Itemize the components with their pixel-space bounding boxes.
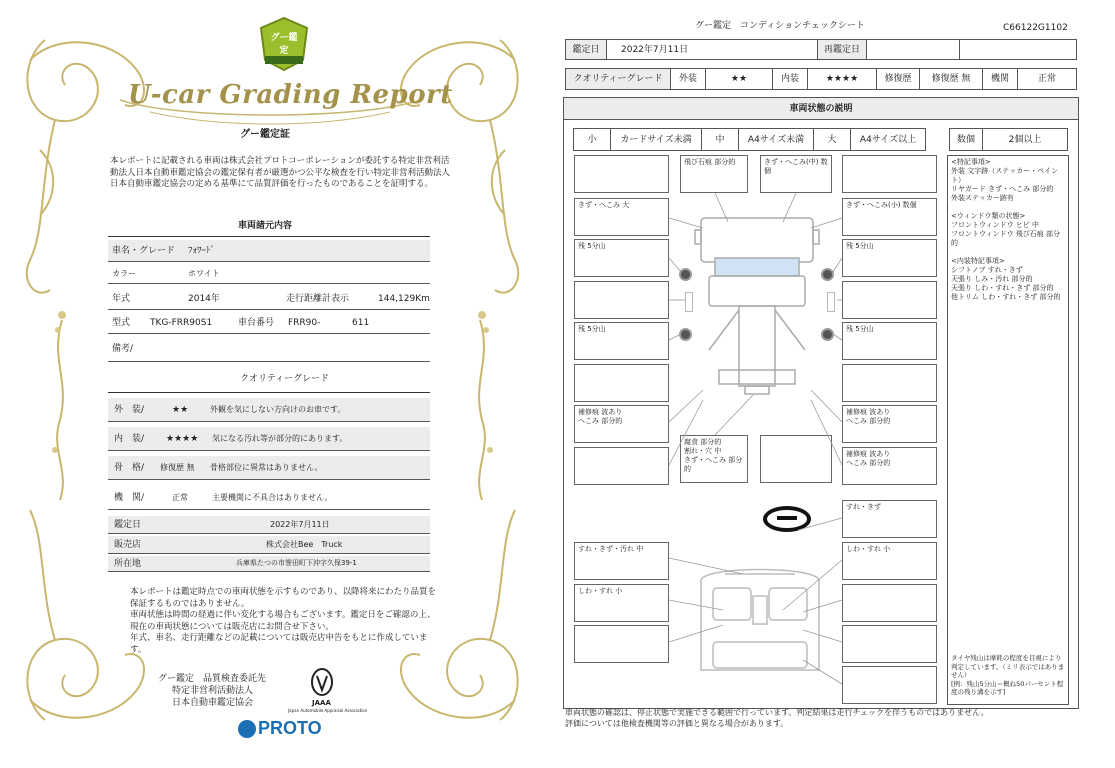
note-line: フロントウィンドウ ヒビ 中 — [951, 221, 1040, 229]
org-line-1: グー鑑定 品質検査委託先 — [158, 674, 267, 684]
chassis-number: 611 — [352, 318, 370, 328]
note-line: リヤガード きず・へこみ 部分的 — [951, 185, 1054, 193]
shop-value: 株式会社Bee Truck — [266, 540, 343, 549]
divider — [108, 236, 430, 237]
note-line: <ウィンドウ類の状態> — [951, 212, 1026, 220]
frame-desc: 骨格部位に異常はありません。 — [210, 463, 323, 472]
frame-value: 修復歴 無 — [160, 463, 195, 472]
qg-label: クオリティーグレード — [573, 74, 663, 84]
proto-logo-text: PROTO — [258, 718, 322, 738]
certificate-title: グー鑑定証 — [240, 129, 290, 140]
disclaimer-text: 本レポートは鑑定時点での車両状態を示すものであり、以降将来にわたり品質を保証するものではありません。 車両状態は時間の経過に伴い変化する場合もございます。鑑定日をご確認の上、現在の車両状態については販売店にお問合せ下さい。 年式、車名、走行距離などの記載については販売店申告をもとに作成しています。 — [130, 587, 437, 655]
spec-row-year — [108, 288, 430, 310]
jaaa-label: JAAA — [312, 699, 331, 707]
note-line: 天張り しみ・汚れ 部分的 — [951, 275, 1033, 283]
grade-row-frame — [108, 456, 430, 480]
notes-label: 備考/ — [112, 344, 134, 354]
mileage-value: 144,129Km — [378, 294, 430, 304]
repair-label: 修復歴 — [884, 74, 912, 84]
model-value: TKG-FRR90S1 — [150, 318, 213, 328]
note-line: シフトノブ すれ・きず — [951, 266, 1023, 274]
damage-text: すれ・きず・汚れ 中 — [578, 545, 644, 553]
name-label: 車名・グレード — [112, 246, 176, 256]
ext-value: ★★ — [730, 74, 748, 84]
org-line-2: 特定非営利活動法人 — [172, 686, 254, 696]
interior-stars: ★★★★ — [166, 434, 199, 444]
exterior-label: 外 装/ — [114, 405, 145, 415]
engine-value: 正常 — [172, 493, 188, 502]
size-large: 大 — [827, 134, 837, 145]
color-label: カラー — [112, 269, 136, 278]
note-line: 天張り しわ・すれ・きず 部分的 — [951, 284, 1054, 292]
chassis-value: FRR90- — [288, 318, 321, 328]
damage-text: きず・へこみ 大 — [578, 201, 630, 209]
damage-text: しわ・すれ 小 — [846, 545, 891, 553]
date-label: 鑑定日 — [572, 44, 600, 55]
footer-note-1: 車両状態の確認は、停止状態で実施できる範囲で行っています。判定結果は走行チェックを伴うものではありません。 — [565, 708, 989, 717]
sheet-code: C66122G1102 — [1003, 23, 1068, 33]
size-small-desc: カードサイズ未満 — [620, 134, 692, 145]
engine-label: 機 関/ — [114, 493, 145, 503]
info-row-address — [108, 556, 430, 572]
condition-check-sheet — [553, 0, 1115, 768]
damage-text: 残 5分山 — [578, 242, 606, 250]
shop-label: 販売店 — [114, 540, 142, 550]
count-value: 2個以上 — [1008, 134, 1042, 145]
jaaa-emblem-icon — [310, 668, 334, 698]
note-line: 他トリム しわ・すれ・きず 部分的 — [951, 293, 1061, 301]
date-value: 2022年7月11日 — [270, 520, 330, 529]
date-value: 2022年7月11日 — [621, 44, 689, 55]
grading-report-page — [0, 0, 545, 768]
int-label: 内装 — [780, 74, 799, 84]
note-line: フロントウィンドウ 飛び石痕 部分的 — [951, 230, 1061, 247]
address-label: 所在地 — [114, 559, 142, 569]
year-value: 2014年 — [188, 294, 220, 304]
count-label: 数個 — [956, 134, 975, 145]
grade-row-engine — [108, 486, 430, 510]
damage-text: すれ・きず — [846, 503, 881, 511]
divider — [108, 392, 430, 393]
intro-text: 本レポートに記載される車両は株式会社プロトコーポレーションが委託する特定非営利活動法人日本自動車鑑定協会の鑑定保有者が厳選かつ公平な検査を行い特定非営利活動法人日本自動車鑑定協会の定める基準にて品質評価を行ったものであることを証明する。 — [110, 156, 451, 189]
engine-desc: 主要機関に不具合はありません。 — [212, 493, 333, 502]
footer-note-2: 評価については他検査機関等の評価と異なる場合があります。 — [565, 719, 789, 728]
grade-row-exterior — [108, 398, 430, 422]
spec-row-model — [108, 312, 430, 334]
year-label: 年式 — [112, 294, 131, 304]
color-value: ホワイト — [188, 269, 220, 278]
sheet-title: グー鑑定 コンディションチェックシート — [695, 21, 865, 31]
engine-label: 機関 — [990, 74, 1009, 84]
exterior-desc: 外観を気にしない方向けのお車です。 — [210, 405, 346, 414]
info-row-date — [108, 516, 430, 534]
jaaa-sub-label: Japan Automobile Appraisal Association — [288, 708, 368, 713]
int-value: ★★★★ — [825, 74, 859, 84]
spec-title: 車両諸元内容 — [238, 221, 293, 231]
size-mid-desc: A4サイズ未満 — [747, 134, 805, 145]
quality-grade-title: クオリティーグレード — [240, 374, 330, 384]
report-script-title: U-car Grading Report — [128, 80, 453, 110]
badge-text: グー鑑定 — [270, 33, 298, 56]
damage-text: しわ・すれ 小 — [578, 587, 623, 595]
grade-row-interior — [108, 427, 430, 451]
spec-row-notes — [108, 338, 430, 362]
date-label: 鑑定日 — [114, 520, 142, 530]
spec-row-name — [108, 240, 430, 262]
org-line-3: 日本自動車鑑定協会 — [172, 698, 254, 708]
engine-value: 正常 — [1037, 74, 1056, 84]
damage-text: 残 5分山 — [846, 242, 874, 250]
damage-text: 残 5分山 — [846, 325, 874, 333]
ext-label: 外装 — [678, 74, 697, 84]
damage-text: 腐食 部分的 割れ・穴 中 きず・へこみ 部分的 — [684, 438, 743, 473]
proto-logo-icon — [238, 720, 256, 738]
redate-label: 再鑑定日 — [823, 44, 860, 55]
frame-label: 骨 格/ — [114, 463, 145, 473]
connector-lines — [553, 0, 1115, 720]
info-row-shop — [108, 536, 430, 554]
exterior-stars: ★★ — [172, 405, 189, 415]
model-label: 型式 — [112, 318, 131, 328]
note-line: 外装ステッカー跡有 — [951, 194, 1014, 202]
goo-badge-logo — [257, 16, 311, 72]
note-line: <内装特記事項> — [951, 257, 1005, 265]
size-large-desc: A4サイズ以上 — [859, 134, 917, 145]
name-value: ﾌｫﾜｰﾄﾞ — [188, 246, 216, 256]
damage-text: 補修痕 波あり へこみ 部分的 — [846, 450, 891, 467]
status-title: 車両状態の説明 — [789, 103, 853, 114]
size-mid: 中 — [715, 134, 725, 145]
note-line: <特記事項> — [951, 158, 991, 166]
repair-value: 修復歴 無 — [931, 74, 971, 84]
address-value: 兵庫県たつの市誉田町下沖字久保39-1 — [236, 559, 357, 567]
damage-text: きず・へこみ(中) 数個 — [764, 158, 828, 175]
note-line: 外装 文字跡（ステッカー・ペイント） — [951, 167, 1059, 184]
damage-text: きず・へこみ(小) 数個 — [846, 201, 917, 209]
damage-text: 残 5分山 — [578, 325, 606, 333]
interior-label: 内 装/ — [114, 434, 145, 444]
spec-row-color — [108, 264, 430, 284]
tire-note: タイヤ残山は摩耗の程度を目視により判定しています。（ミリ表示ではありません） [例：残山5分山＝概ね50パーセント程度の残り溝を示す] — [951, 654, 1065, 696]
interior-desc: 気になる汚れ等が部分的にあります。 — [212, 434, 348, 443]
damage-text: 補修痕 波あり へこみ 部分的 — [846, 408, 891, 425]
chassis-label: 車台番号 — [238, 318, 275, 328]
mileage-label: 走行距離計表示 — [286, 294, 350, 304]
size-small: 小 — [587, 134, 597, 145]
damage-text: 補修痕 波あり へこみ 部分的 — [578, 408, 623, 425]
damage-text: 飛び石痕 部分的 — [684, 158, 736, 166]
